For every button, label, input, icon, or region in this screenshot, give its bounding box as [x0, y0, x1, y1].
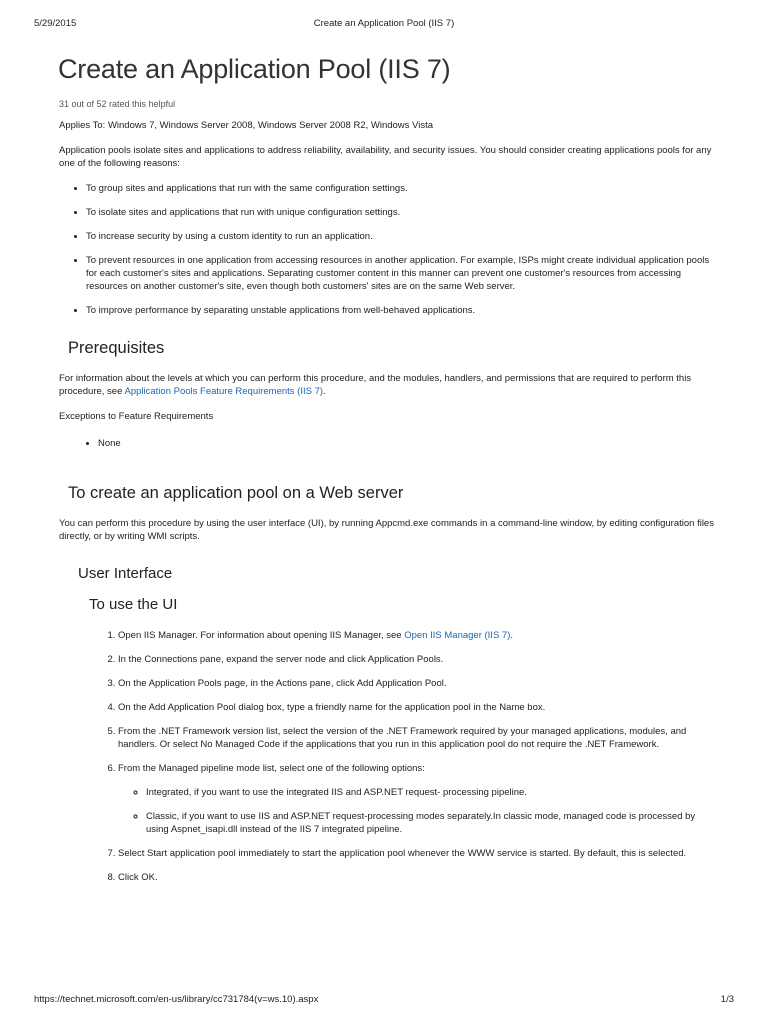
list-item: • To prevent resources in one application from accessing resources in another application. For example, ISPs might create individual application pools for each customer's sites and applications. Separating customer content in this manner can prevent one customer's resources from accessing resources on another customer's site, even though both customers' sites are on the same Web server.: [86, 254, 718, 293]
page-url: https://technet.microsoft.com/en-us/library/cc731784(v=ws.10).aspx: [34, 994, 319, 1005]
prerequisites-text-end: .: [323, 386, 326, 397]
step-text: Open IIS Manager. For information about opening IIS Manager, see: [118, 630, 405, 641]
step-item: 8. Click OK.: [118, 871, 718, 884]
print-date: 5/29/2015: [34, 18, 77, 29]
procedure-heading: To create an application pool on a Web server: [68, 484, 404, 502]
list-item: ◦ Classic, if you want to use IIS and ASP.NET request-processing modes separately.In classic mode, managed code is processed by using Aspnet_isapi.dll instead of the IIS 7 integrated pipeline.: [146, 810, 718, 836]
intro-paragraph: Application pools isolate sites and applications to address reliability, availability, and security issues. You should consider creating applications pools for any one of the following reasons:: [59, 145, 712, 169]
prerequisites-heading: Prerequisites: [68, 339, 165, 357]
step-item: 5. From the .NET Framework version list, select the version of the .NET Framework required by your managed applications, modules, and handlers. Or select No Managed Code if the applications that you run in this application pool do not require the .NET Framework.: [118, 725, 718, 751]
pipeline-options-list: [118, 786, 718, 836]
exceptions-list: [58, 437, 718, 450]
step-item: [118, 629, 718, 642]
exceptions-label: Exceptions to Feature Requirements: [59, 411, 214, 422]
prerequisites-text: For information about the levels at which you can perform this procedure, and the modules, handlers, and permissions that are required to perform this procedure, see: [59, 373, 692, 397]
open-iis-manager-link[interactable]: Open IIS Manager (IIS 7): [404, 630, 511, 641]
reasons-list: [58, 182, 718, 317]
article-content: [58, 48, 718, 895]
list-item: • To group sites and applications that run with the same configuration settings.: [86, 182, 718, 195]
helpful-rating: 31 out of 52 rated this helpful: [59, 99, 176, 109]
step-item: [118, 762, 718, 836]
list-item: • To improve performance by separating unstable applications from well-behaved applications.: [86, 304, 718, 317]
step-item: 3. On the Application Pools page, in the Actions pane, click Add Application Pool.: [118, 677, 718, 690]
print-header: [34, 18, 734, 32]
use-ui-heading: To use the UI: [89, 596, 178, 613]
page-number: 1/3: [720, 994, 734, 1005]
step-text: From the Managed pipeline mode list, select one of the following options:: [118, 763, 425, 774]
step-text-end: .: [510, 630, 514, 641]
list-item: • None: [98, 437, 718, 450]
applies-to: Applies To: Windows 7, Windows Server 2008, Windows Server 2008 R2, Windows Vista: [59, 120, 434, 131]
step-item: 7. Select Start application pool immediately to start the application pool whenever the WWW service is started. By default, this is selected.: [118, 847, 718, 860]
print-footer: [34, 994, 734, 1008]
list-item: • To isolate sites and applications that run with unique configuration settings.: [86, 206, 718, 219]
user-interface-heading: User Interface: [78, 565, 173, 582]
prerequisites-paragraph: [59, 372, 718, 398]
procedure-intro: You can perform this procedure by using the user interface (UI), by running Appcmd.exe commands in a command-line window, by editing configuration files directly, or by writing WMI scripts.: [59, 518, 714, 542]
steps-list: [58, 629, 718, 884]
print-title: Create an Application Pool (IIS 7): [313, 18, 455, 29]
list-item: • To increase security by using a custom identity to run an application.: [86, 230, 718, 243]
feature-requirements-link[interactable]: Application Pools Feature Requirements (IIS 7): [124, 386, 324, 397]
page-title: Create an Application Pool (IIS 7): [58, 54, 451, 84]
list-item: ◦ Integrated, if you want to use the integrated IIS and ASP.NET request- processing pipeline.: [146, 786, 718, 799]
step-item: 2. In the Connections pane, expand the server node and click Application Pools.: [118, 653, 718, 666]
step-item: 4. On the Add Application Pool dialog box, type a friendly name for the application pool in the Name box.: [118, 701, 718, 714]
